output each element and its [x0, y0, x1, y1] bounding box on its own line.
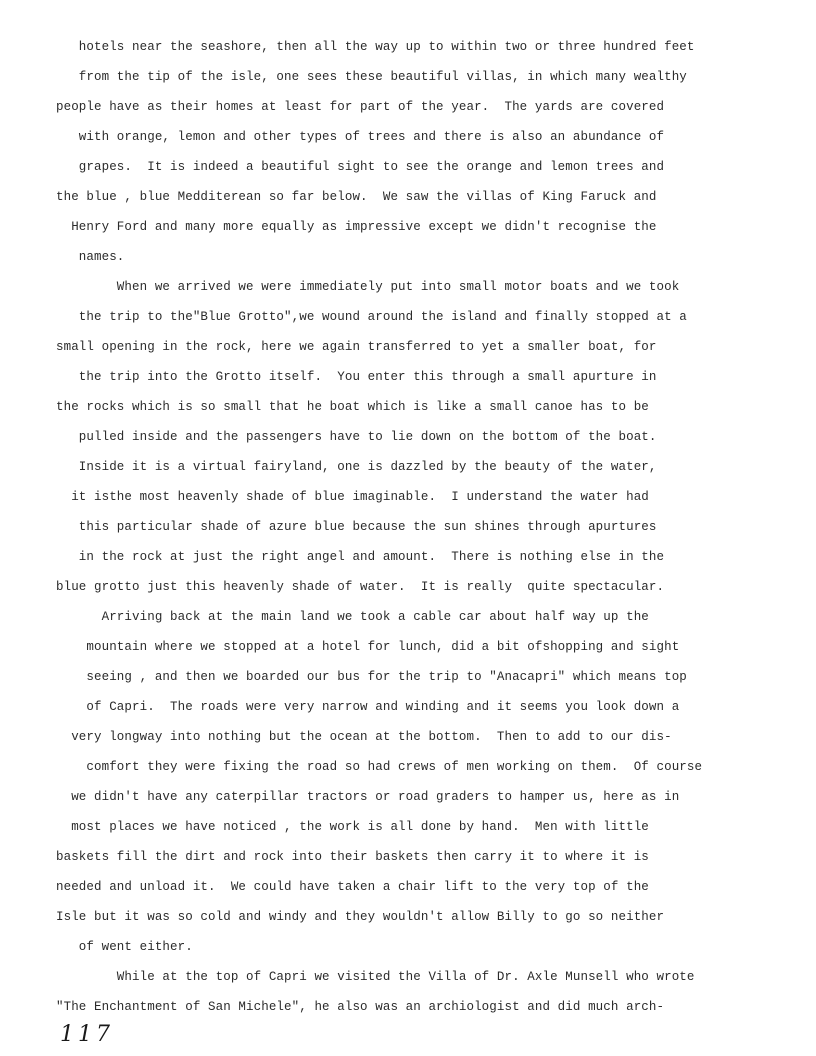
text-line: When we arrived we were immediately put into small motor boats and we took	[56, 280, 680, 294]
text-line: blue grotto just this heavenly shade of water. It is really quite spectacular.	[56, 580, 665, 594]
text-line: from the tip of the isle, one sees these beautiful villas, in which many wealthy	[56, 70, 687, 84]
text-line: in the rock at just the right angel and amount. There is nothing else in the	[56, 550, 665, 564]
text-line: most places we have noticed , the work is all done by hand. Men with little	[56, 820, 649, 834]
text-line: the trip to the"Blue Grotto",we wound around the island and finally stopped at a	[56, 310, 687, 324]
text-line: this particular shade of azure blue because the sun shines through apurtures	[56, 520, 657, 534]
text-line: While at the top of Capri we visited the Villa of Dr. Axle Munsell who wrote	[56, 970, 695, 984]
text-line: the blue , blue Medditerean so far below. We saw the villas of King Faruck and	[56, 190, 657, 204]
text-line: seeing , and then we boarded our bus for the trip to "Anacapri" which means top	[56, 670, 687, 684]
text-line: names.	[56, 250, 125, 264]
text-line: Inside it is a virtual fairyland, one is dazzled by the beauty of the water,	[56, 460, 657, 474]
text-line: we didn't have any caterpillar tractors or road graders to hamper us, here as in	[56, 790, 680, 804]
typed-text-body	[56, 32, 746, 1022]
text-line: baskets fill the dirt and rock into their baskets then carry it to where it is	[56, 850, 649, 864]
text-line: people have as their homes at least for part of the year. The yards are covered	[56, 100, 665, 114]
text-line: with orange, lemon and other types of trees and there is also an abundance of	[56, 130, 665, 144]
text-line: Arriving back at the main land we took a cable car about half way up the	[56, 610, 649, 624]
text-line: of went either.	[56, 940, 193, 954]
text-line: mountain where we stopped at a hotel for lunch, did a bit ofshopping and sight	[56, 640, 680, 654]
text-line: of Capri. The roads were very narrow and winding and it seems you look down a	[56, 700, 680, 714]
text-line: needed and unload it. We could have taken a chair lift to the very top of the	[56, 880, 649, 894]
text-line: it isthe most heavenly shade of blue imaginable. I understand the water had	[56, 490, 649, 504]
text-line: grapes. It is indeed a beautiful sight to see the orange and lemon trees and	[56, 160, 665, 174]
text-line: the trip into the Grotto itself. You enter this through a small apurture in	[56, 370, 657, 384]
text-line: small opening in the rock, here we again transferred to yet a smaller boat, for	[56, 340, 657, 354]
text-line: very longway into nothing but the ocean at the bottom. Then to add to our dis-	[56, 730, 672, 744]
handwritten-page-number: 117	[60, 1022, 114, 1047]
text-line: Henry Ford and many more equally as impressive except we didn't recognise the	[56, 220, 657, 234]
text-line: hotels near the seashore, then all the way up to within two or three hundred feet	[56, 40, 695, 54]
text-line: "The Enchantment of San Michele", he also was an archiologist and did much arch-	[56, 1000, 665, 1014]
text-line: comfort they were fixing the road so had crews of men working on them. Of course	[56, 760, 703, 774]
text-line: pulled inside and the passengers have to lie down on the bottom of the boat.	[56, 430, 657, 444]
text-line: Isle but it was so cold and windy and they wouldn't allow Billy to go so neither	[56, 910, 665, 924]
text-line: the rocks which is so small that he boat which is like a small canoe has to be	[56, 400, 649, 414]
